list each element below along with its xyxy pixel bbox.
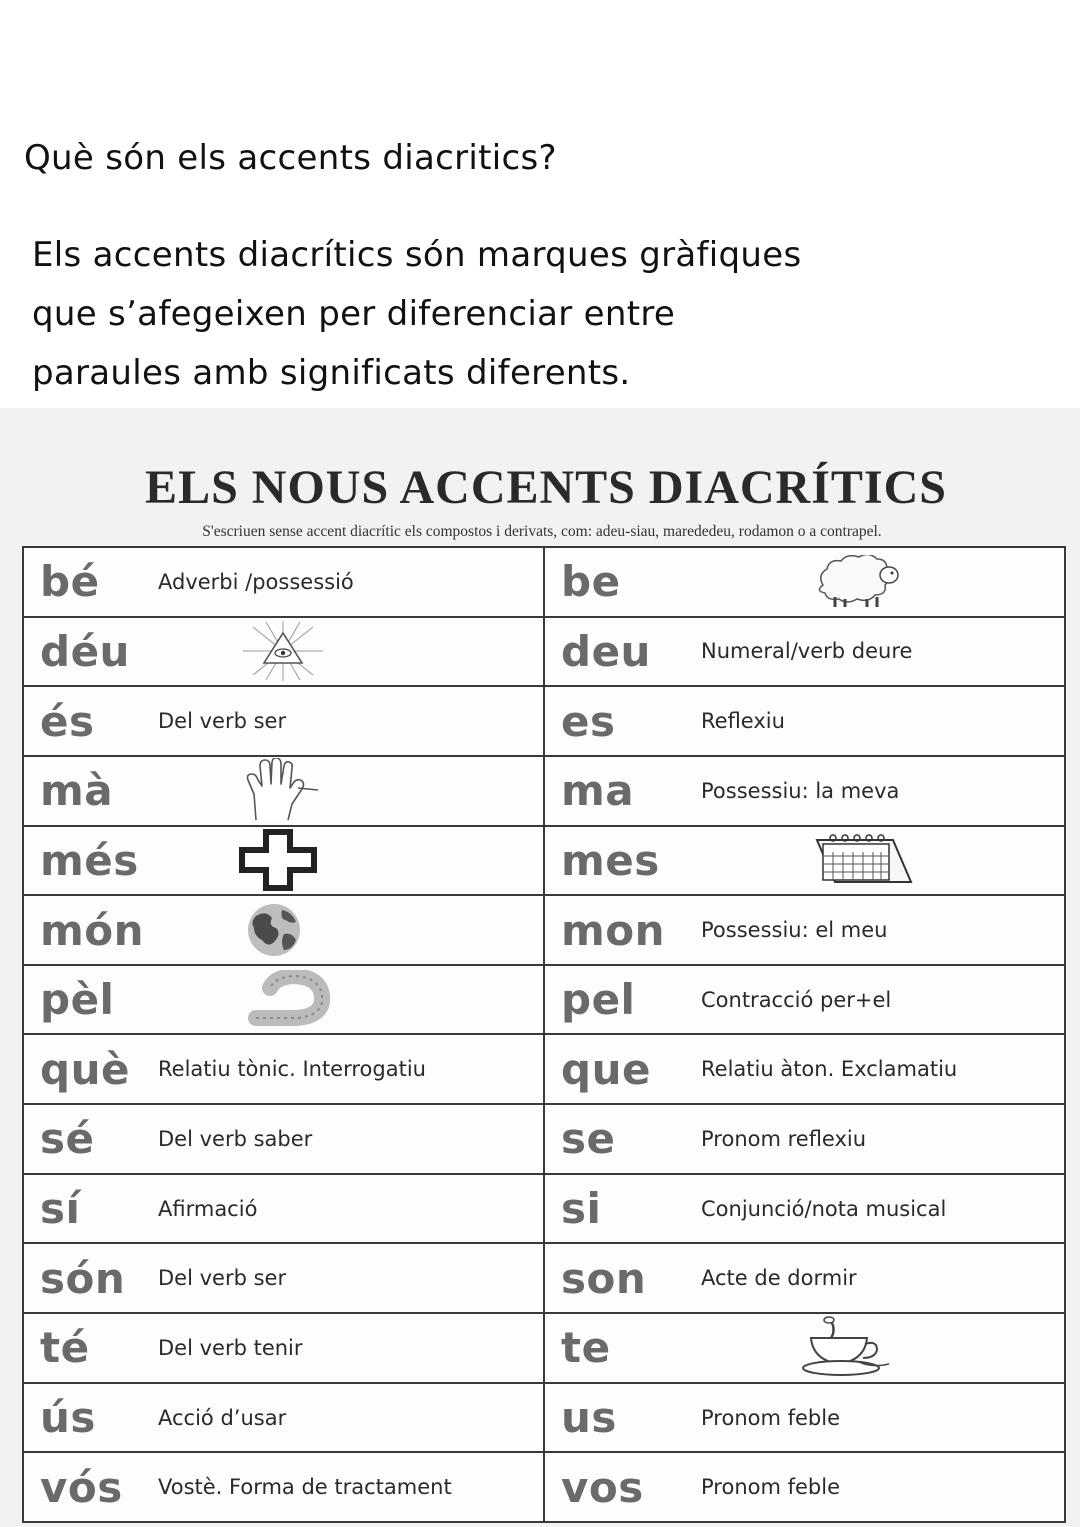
left-cell: [23, 965, 544, 1035]
eye-of-providence-icon: [238, 619, 328, 683]
right-cell: [544, 1383, 1065, 1453]
table-row: [23, 1174, 1065, 1244]
unaccented-word: vos: [561, 1462, 644, 1512]
unaccented-word: mes: [561, 835, 660, 885]
table-row: [23, 756, 1065, 826]
accented-word: són: [40, 1253, 126, 1303]
left-cell: [23, 1452, 544, 1522]
calendar-icon: [809, 832, 919, 888]
word-meaning: Conjunció/nota musical: [701, 1196, 947, 1221]
accented-word: vós: [40, 1462, 123, 1512]
left-cell: [23, 1243, 544, 1313]
unaccented-word: pel: [561, 975, 636, 1025]
accented-word: mà: [40, 766, 114, 816]
left-cell: [23, 1313, 544, 1383]
word-meaning: Possessiu: el meu: [701, 918, 888, 943]
diacritics-table: [22, 546, 1066, 1523]
worksheet-title: ELS NOUS ACCENTS DIACRÍTICS: [145, 461, 947, 514]
right-cell: [544, 617, 1065, 687]
unaccented-word: mon: [561, 905, 666, 955]
unaccented-word: ma: [561, 766, 635, 816]
accented-word: és: [40, 696, 95, 746]
plus-icon: [238, 828, 318, 892]
unaccented-word: be: [561, 557, 621, 607]
sheep-icon: [809, 555, 905, 609]
left-cell: [23, 826, 544, 896]
unaccented-word: son: [561, 1253, 647, 1303]
unaccented-word: te: [561, 1323, 611, 1373]
answer-line: Els accents diacrítics són marques gràfiques: [32, 235, 802, 275]
word-meaning: Relatiu tònic. Interrogatiu: [158, 1057, 426, 1082]
word-meaning: Del verb ser: [158, 1266, 287, 1291]
word-meaning: Possessiu: la meva: [701, 778, 900, 803]
worksheet-subtitle: S'escriuen sense accent diacrític els compostos i derivats, com: adeu-siau, marededeu, rodamon o a contrapel.: [202, 523, 882, 540]
right-cell: [544, 965, 1065, 1035]
left-cell: [23, 895, 544, 965]
word-meaning: Del verb saber: [158, 1126, 313, 1151]
right-cell: [544, 756, 1065, 826]
hair-curl-icon: [238, 970, 336, 1030]
unaccented-word: se: [561, 1114, 616, 1164]
left-cell: [23, 547, 544, 617]
accented-word: més: [40, 835, 139, 885]
word-meaning: Adverbi /possessió: [158, 569, 354, 594]
table-row: [23, 895, 1065, 965]
left-cell: [23, 686, 544, 756]
hand-icon: [238, 758, 326, 824]
globe-icon: [238, 900, 314, 960]
word-meaning: Afirmació: [158, 1196, 258, 1221]
accented-word: ús: [40, 1393, 96, 1442]
table-row: [23, 1034, 1065, 1104]
right-cell: [544, 1174, 1065, 1244]
accented-word: món: [40, 905, 145, 955]
word-meaning: Del verb ser: [158, 709, 287, 734]
answer-line: que s’afegeixen per diferenciar entre: [32, 294, 676, 334]
word-meaning: Contracció per+el: [701, 987, 892, 1012]
accented-word: pèl: [40, 975, 115, 1025]
left-cell: [23, 1383, 544, 1453]
word-meaning: Acte de dormir: [701, 1266, 857, 1291]
table-row: [23, 1104, 1065, 1174]
answer-paragraph: [32, 226, 932, 403]
accented-word: què: [40, 1044, 130, 1094]
accented-word: sé: [40, 1114, 95, 1164]
word-meaning: Acció d’usar: [158, 1405, 287, 1430]
table-row: [23, 1452, 1065, 1522]
right-cell: [544, 547, 1065, 617]
unaccented-word: es: [561, 696, 616, 746]
table-row: [23, 1383, 1065, 1453]
word-meaning: Del verb tenir: [158, 1335, 303, 1360]
right-cell: [544, 686, 1065, 756]
accented-word: sí: [40, 1184, 81, 1234]
teacup-icon: [799, 1316, 899, 1380]
unaccented-word: us: [561, 1393, 617, 1442]
left-cell: [23, 756, 544, 826]
answer-line: paraules amb significats diferents.: [32, 353, 631, 393]
word-meaning: Pronom feble: [701, 1405, 841, 1430]
unaccented-word: si: [561, 1184, 602, 1234]
right-cell: [544, 1313, 1065, 1383]
table-row: [23, 686, 1065, 756]
left-cell: [23, 617, 544, 687]
right-cell: [544, 1034, 1065, 1104]
worksheet: [0, 408, 1080, 1527]
table-row: [23, 826, 1065, 896]
left-cell: [23, 1174, 544, 1244]
left-cell: [23, 1034, 544, 1104]
accented-word: té: [40, 1323, 90, 1373]
left-cell: [23, 1104, 544, 1174]
right-cell: [544, 1452, 1065, 1522]
word-meaning: Pronom feble: [701, 1475, 841, 1500]
unaccented-word: que: [561, 1044, 651, 1094]
accented-word: déu: [40, 626, 130, 676]
word-meaning: Pronom reflexiu: [701, 1126, 867, 1151]
table-row: [23, 1313, 1065, 1383]
word-meaning: Vostè. Forma de tractament: [158, 1475, 452, 1500]
accented-word: bé: [40, 557, 100, 607]
word-meaning: Reflexiu: [701, 709, 785, 734]
word-meaning: Relatiu àton. Exclamatiu: [701, 1057, 958, 1082]
table-row: [23, 965, 1065, 1035]
table-row: [23, 1243, 1065, 1313]
right-cell: [544, 1243, 1065, 1313]
word-meaning: Numeral/verb deure: [701, 639, 913, 664]
right-cell: [544, 826, 1065, 896]
table-row: [23, 547, 1065, 617]
right-cell: [544, 1104, 1065, 1174]
table-row: [23, 617, 1065, 687]
question-heading: Què són els accents diacritics?: [24, 138, 557, 178]
unaccented-word: deu: [561, 626, 651, 676]
right-cell: [544, 895, 1065, 965]
